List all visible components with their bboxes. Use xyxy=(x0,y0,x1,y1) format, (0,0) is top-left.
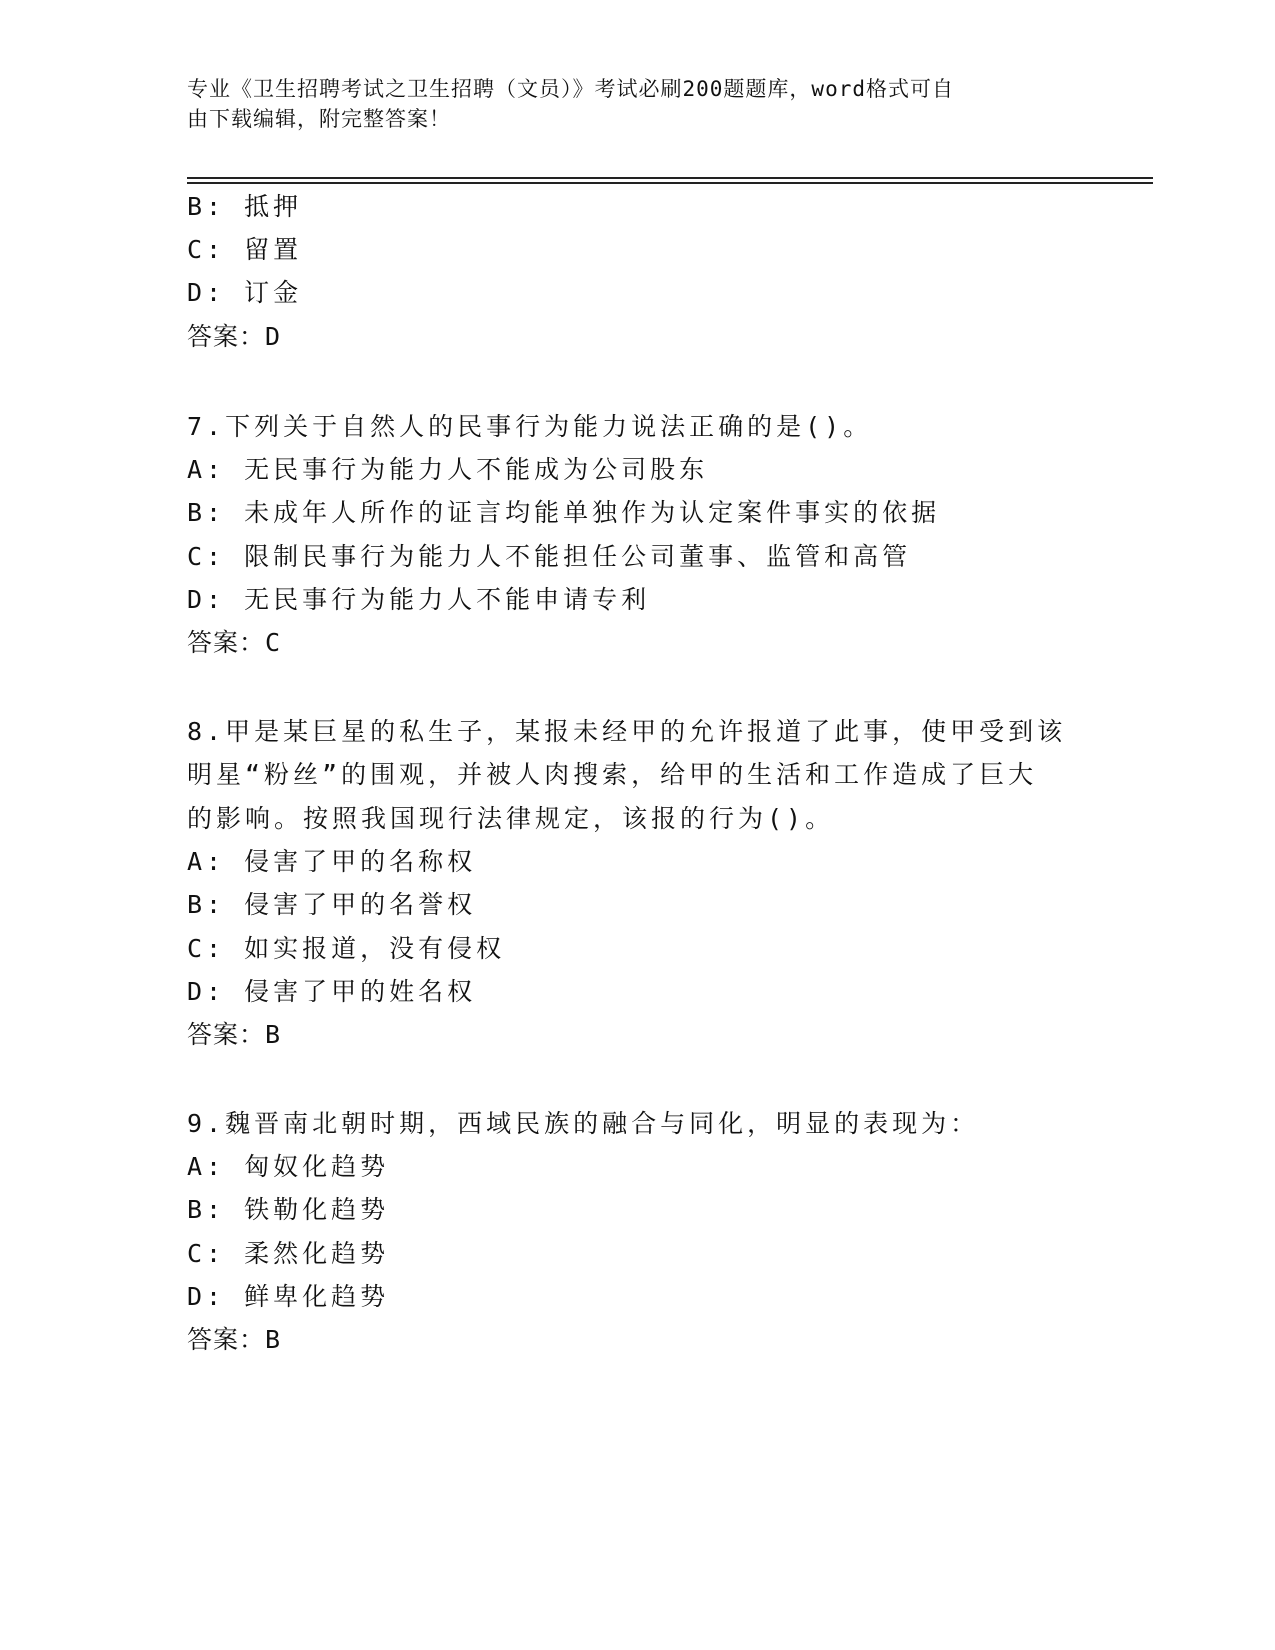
q6-answer: 答案：D xyxy=(187,322,282,351)
q7-option-c: C: 限制民事行为能力人不能担任公司董事、监管和高管 xyxy=(187,542,912,571)
document-header xyxy=(187,74,1067,134)
q6-option-d: D: 订金 xyxy=(187,278,303,307)
q7-question: 7.下列关于自然人的民事行为能力说法正确的是()。 xyxy=(187,412,873,441)
header-divider-bottom xyxy=(187,182,1153,184)
q9-option-c: C: 柔然化趋势 xyxy=(187,1239,390,1268)
q6-option-b: B: 抵押 xyxy=(187,192,303,221)
q8-question-line-1: 8.甲是某巨星的私生子，某报未经甲的允许报道了此事，使甲受到该 xyxy=(187,717,1067,746)
q7-option-d: D: 无民事行为能力人不能申请专利 xyxy=(187,585,651,614)
header-line-2: 由下载编辑，附完整答案！ xyxy=(187,107,451,131)
header-line-1: 专业《卫生招聘考试之卫生招聘（文员）》考试必刷200题题库，word格式可自 xyxy=(187,77,954,101)
q9-answer: 答案：B xyxy=(187,1325,282,1354)
q9-question: 9.魏晋南北朝时期，西域民族的融合与同化，明显的表现为： xyxy=(187,1109,980,1138)
q8-option-a: A: 侵害了甲的名称权 xyxy=(187,847,477,876)
q8-question-line-2: 明星“粉丝”的围观，并被人肉搜索，给甲的生活和工作造成了巨大 xyxy=(187,760,1038,789)
q7-option-a: A: 无民事行为能力人不能成为公司股东 xyxy=(187,455,709,484)
q8-option-d: D: 侵害了甲的姓名权 xyxy=(187,977,477,1006)
q8-question-line-3: 的影响。按照我国现行法律规定，该报的行为()。 xyxy=(187,804,835,833)
q7-answer: 答案：C xyxy=(187,628,282,657)
q9-option-a: A: 匈奴化趋势 xyxy=(187,1152,390,1181)
q9-option-d: D: 鲜卑化趋势 xyxy=(187,1282,390,1311)
q6-option-c: C: 留置 xyxy=(187,235,303,264)
q8-option-b: B: 侵害了甲的名誉权 xyxy=(187,890,477,919)
q7-option-b: B: 未成年人所作的证言均能单独作为认定案件事实的依据 xyxy=(187,498,941,527)
q8-answer: 答案：B xyxy=(187,1020,282,1049)
q8-option-c: C: 如实报道，没有侵权 xyxy=(187,934,506,963)
header-divider-top xyxy=(187,177,1153,179)
q9-option-b: B: 铁勒化趋势 xyxy=(187,1195,390,1224)
